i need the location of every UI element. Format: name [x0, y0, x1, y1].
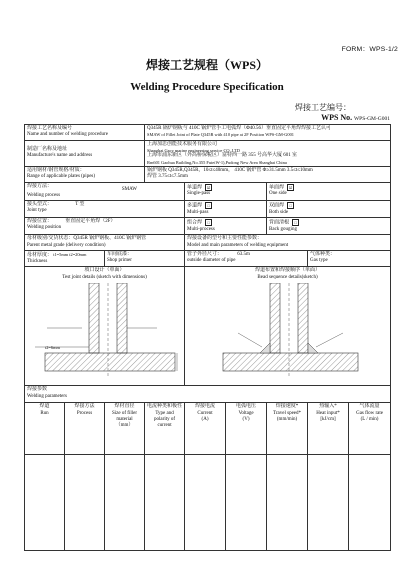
equipment-model-cell: 焊接设备的型号和主要性能参数： Model and main parameters of welding equipment [185, 235, 391, 251]
thickness-value: t1=5mm t2=20mm [53, 251, 87, 257]
pipe-diameter-cell: 管子外径尺寸： 63.5m outside diameter of pipe [185, 250, 308, 267]
col-header-run: 焊道 Run [25, 403, 65, 455]
single-pass-checkbox[interactable]: ☑ [206, 184, 211, 190]
wps-number [321, 113, 390, 122]
welding-parameters-title: 焊接参数 Welding parameters [25, 386, 391, 403]
welding-position-cell: 焊接位置： 垂直固定平角焊（2F） Welding position [25, 218, 185, 235]
wps-form-table [24, 124, 391, 551]
joint-type-row [25, 201, 391, 218]
multi-pass-cell: 多道焊 □ Multi-pass [185, 201, 267, 218]
back-gouging-checkbox[interactable]: □ [292, 219, 299, 226]
cell-travel-speed[interactable] [267, 455, 308, 551]
procedure-name-value: Q345R 锅炉钢板与 410C 锅炉管手工电弧焊（Φ40.56）垂直固定平角焊焊接工艺认可 SMAW of Fillet Joint of Plate Q345R with 410 pipe at 2F Position WPS-GM-G001 [145, 125, 391, 141]
parent-metal-cell: 母材级别/交货状态：Q345R 锅炉钢板、410C 锅炉钢管 Parent metal grade (delivery condition) [25, 235, 185, 251]
both-side-checkbox[interactable]: □ [287, 202, 294, 209]
cell-process[interactable] [65, 455, 105, 551]
welding-parameters-data-row [25, 455, 391, 551]
single-pass-cell: 单道焊 ☑ Single-pass [185, 182, 267, 201]
applicable-range-row [25, 167, 391, 183]
welding-process-cell: 焊接方法： SMAW Welding process [25, 182, 185, 201]
applicable-range-label: 适用钢材/钢管规格/材质： Range of applicable plates (pipes) [25, 167, 145, 183]
bead-sketch-title: 焊道布置和焊接顺序（单面） [255, 268, 321, 274]
col-header-filler-size: 焊材直径 Size of filler material （mm） [105, 403, 145, 455]
cell-voltage[interactable] [226, 455, 267, 551]
shop-primer-cell: 车间底漆： Shop primer [105, 250, 185, 267]
manufacturer-row [25, 140, 391, 167]
joint-type-cell: 接头型式： T 型 Joint type [25, 201, 185, 218]
welding-process-value: SMAW [121, 186, 138, 192]
cell-filler-size[interactable] [105, 455, 145, 551]
col-header-gas-flow: 气体流量 Gas flow rate (L / min) [349, 403, 391, 455]
col-header-current-type: 电流种类和极性 Type and polarity of current [145, 403, 185, 455]
thickness-row [25, 250, 391, 267]
col-header-heat-input: 热输入* Heat input* [kJ/cm] [308, 403, 349, 455]
joint-sketch-dimension-label: t2=6mm [45, 345, 60, 351]
col-header-travel-speed: 焊接速度* Travel speed* (mm/min) [267, 403, 308, 455]
cell-gas-flow[interactable] [349, 455, 391, 551]
procedure-name-label: 焊接工艺名称及编号 Name and number of welding procedure [25, 125, 145, 141]
welding-parameters-header-row [25, 403, 391, 455]
document-title-en: Welding Procedure Specification [130, 81, 284, 93]
cell-current[interactable] [185, 455, 226, 551]
back-gouging-cell: 背面清根 □ Back gouging [267, 218, 391, 235]
document-title-cn: 焊接工艺规程（WPS） [145, 58, 268, 72]
welding-position-value: 垂直固定平角焊（2F） [65, 219, 116, 225]
multi-process-checkbox[interactable]: □ [205, 219, 212, 226]
multi-pass-checkbox[interactable]: □ [205, 202, 212, 209]
joint-sketch-subtitle: Test joint details (sketch with dimensions) [62, 274, 147, 280]
welding-position-row [25, 218, 391, 235]
gas-type-cell: 气体种类： Gas type [308, 250, 391, 267]
welding-parameters-title-row [25, 386, 391, 403]
both-side-cell: 双面焊 □ Both side [267, 201, 391, 218]
procedure-name-row [25, 125, 391, 141]
cell-heat-input[interactable] [308, 455, 349, 551]
joint-sketch-drawing [27, 283, 185, 379]
multi-process-cell: 组合焊 □ Multi-process [185, 218, 267, 235]
wps-number-prefix: WPS No. [321, 113, 353, 122]
form-code: FORM：WPS-1/2 [341, 46, 398, 53]
one-side-checkbox[interactable]: ☑ [288, 184, 293, 190]
one-side-cell: 单面焊 ☑ One side [267, 182, 391, 201]
bead-sketch-cell [185, 267, 391, 386]
col-header-voltage: 电弧电压 Voltage (V) [226, 403, 267, 455]
wps-number-value: WPS-GM-G001 [353, 116, 390, 122]
welding-process-row [25, 182, 391, 201]
col-header-process: 焊接方法 Process [65, 403, 105, 455]
wps-number-label: 焊接工艺编号： [295, 103, 351, 112]
cell-current-type[interactable] [145, 455, 185, 551]
joint-sketch-title: 坡口设计（单面） [84, 268, 125, 274]
manufacturer-value: 上海加思创能技术服务有限公司 Shanghai Gacy marine engineering service CO.,LTD 上海市浦东新区（外高桥保税区）富特西一路 355 号高华大厦 601 室 Rm601 Gaohua Building,No.355 FuteiW-1),Pudong New Area Shanghai China [145, 140, 391, 167]
applicable-range-value: 锅炉钢板 Q345R,Q345R，10≤t≤40mm， 410C 锅炉管 Φ≥31.5mm 3.5≤t≤10mm 焊管 3.75≤t≤7.5mm [145, 167, 391, 183]
joint-type-value: T 型 [75, 202, 85, 207]
sketch-row [25, 267, 391, 386]
manufacturer-label: 制造厂名称及地址 Manufacture's name and address [25, 140, 145, 167]
bead-sketch-drawing [198, 283, 378, 379]
parent-metal-row [25, 235, 391, 251]
pipe-diameter-value: 63.5m [237, 251, 250, 257]
thickness-cell: 母材厚度： t1=5mm t2=20mm Thickness [25, 250, 105, 267]
joint-sketch-cell [25, 267, 185, 386]
cell-run[interactable] [25, 455, 65, 551]
col-header-current: 焊接电流 Current (A) [185, 403, 226, 455]
bead-sketch-subtitle: Bead sequence details(sketch) [257, 274, 318, 280]
